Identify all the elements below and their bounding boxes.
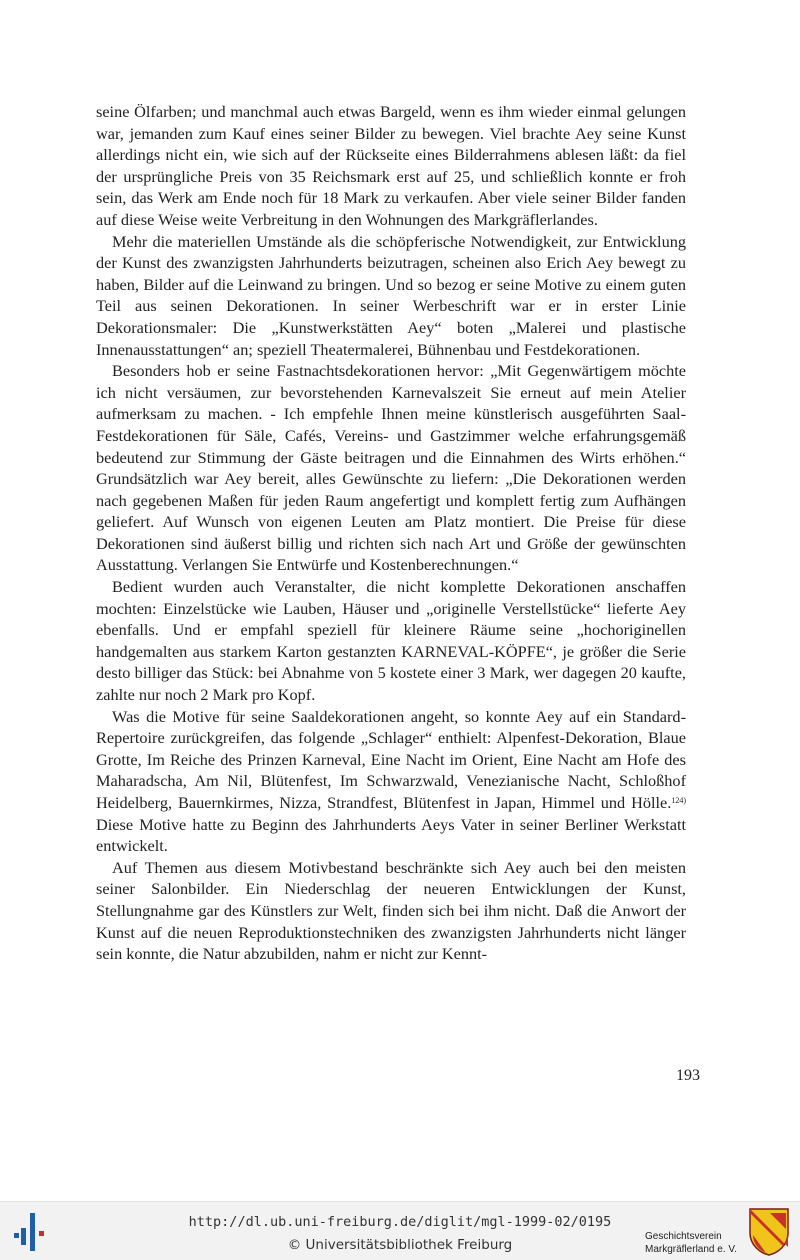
paragraph-2: Mehr die materiellen Umstände als die schöpferische Notwendigkeit, zur Entwicklung der Kunst des zwanzigsten Jahrhunderts beizutragen, scheinen also Erich Aey bewegt zu haben, Bilder auf die Leinwand zu bringen. Und so bezog er seine Motive zu einem guten Teil aus seinen Dekorationen. In seiner Werbeschrift war er in erster Linie Dekorationsmaler: Die „Kunstwerkstätten Aey“ boten „Malerei und plastische Innenausstattungen“ an; speziell Theatermalerei, Bühnenbau und Festdekorationen.	[96, 231, 686, 359]
footer-bar	[0, 1201, 800, 1260]
society-line-1: Geschichtsverein	[645, 1231, 722, 1242]
paragraph-5	[96, 706, 686, 857]
body-text	[96, 101, 686, 965]
footer-url-link[interactable]: http://dl.ub.uni-freiburg.de/diglit/mgl-1999-02/0195	[188, 1214, 612, 1230]
paragraph-1: seine Ölfarben; und manchmal auch etwas Bargeld, wenn es ihm wieder einmal gelungen war, jemanden zum Kauf eines seiner Bilder zu bewegen. Viel brachte Aey seine Kunst allerdings nicht ein, wie sich auf der Rückseite eines Bilderrahmens ablesen läßt: da fiel der ursprüngliche Preis von 35 Reichsmark erst auf 25, und schließlich konnte er froh sein, das Werk am Ende noch für 18 Mark zu verkaufen. Aber viele seiner Bilder fanden auf diese Weise weite Verbreitung in den Wohnungen des Markgräflerlandes.	[96, 102, 686, 229]
footnote-reference[interactable]: 124)	[671, 796, 686, 805]
footer-copyright: © Universitätsbibliothek Freiburg	[287, 1237, 513, 1253]
society-name	[645, 1230, 737, 1256]
paragraph-4: Bedient wurden auch Veranstalter, die nicht komplette Dekorationen anschaffen mochten: Einzelstücke wie Lauben, Häuser und „originelle Verstellstücke“ lieferte Aey ebenfalls. Und er empfahl speziell für kleinere Räume seine „hochoriginellen handgemalten aus starkem Karton gestanzten KARNEVAL-KÖPFE“, je größer die Serie desto billiger das Stück: bei Abnahme von 5 kostete einer 3 Mark, wer dagegen 20 kaufte, zahlte nur noch 2 Mark pro Kopf.	[96, 577, 686, 705]
paragraph-3: Besonders hob er seine Fastnachtsdekorationen hervor: „Mit Gegenwärtigem möchte ich nicht versäumen, zur bevorstehenden Karnevalszeit Sie erneut auf mein Atelier aufmerksam zu machen. - Ich empfehle Ihnen meine künstlerisch ausgeführten Saal-Festdekorationen für Säle, Cafés, Vereins- und Gastzimmer welche erfahrungsgemäß bedeutend zur Stimmung der Gäste beitragen und die Einnahmen des Wirts erhöhen.“ Grundsätzlich war Aey bereit, alles Gewünschte zu liefern: „Die Dekorationen werden nach gegebenen Maßen für jeden Raum angefertigt und komplett fertig zum Aufhängen geliefert. Auf Wunsch von eigenen Leuten am Platz montiert. Die Preise für diese Dekorationen sind äußerst billig und richten sich nach Art und Größe der gewünschten Ausstattung. Verlangen Sie Entwürfe und Kostenberechnungen.“	[96, 361, 686, 575]
society-line-2: Markgräflerland e. V.	[645, 1244, 737, 1255]
paragraph-6: Auf Themen aus diesem Motivbestand beschränkte sich Aey auch bei den meisten seiner Salonbilder. Ein Niederschlag der neueren Entwicklungen der Kunst, Stellungnahme gar des Künstlers zur Welt, finden sich bei ihm nicht. Daß die Anwort der Kunst auf die neuen Reproduktionstechniken des zwanzigsten Jahrhunderts nicht länger sein konnte, die Natur abzubilden, nahm er nicht zur Kennt-	[96, 857, 686, 964]
paragraph-5-tail: Diese Motive hatte zu Beginn des Jahrhunderts Aeys Vater in seiner Berliner Werkstatt entwickelt.	[96, 814, 686, 856]
page-number: 193	[676, 1067, 700, 1084]
heraldic-crest-icon	[748, 1207, 790, 1257]
paragraph-5-main: Was die Motive für seine Saaldekorationen angeht, so konnte Aey auf ein Standard-Repertoire zurückgreifen, das folgende „Schlager“ enthielt: Alpenfest-Dekoration, Blaue Grotte, Im Reiche des Prinzen Karneval, Eine Nacht im Orient, Eine Nacht am Hofe des Maharadscha, Am Nil, Blütenfest, Im Schwarzwald, Venezianische Nacht, Schloßhof Heidelberg, Bauernkirmes, Nizza, Strandfest, Blütenfest in Japan, Himmel und Hölle.	[96, 706, 686, 812]
